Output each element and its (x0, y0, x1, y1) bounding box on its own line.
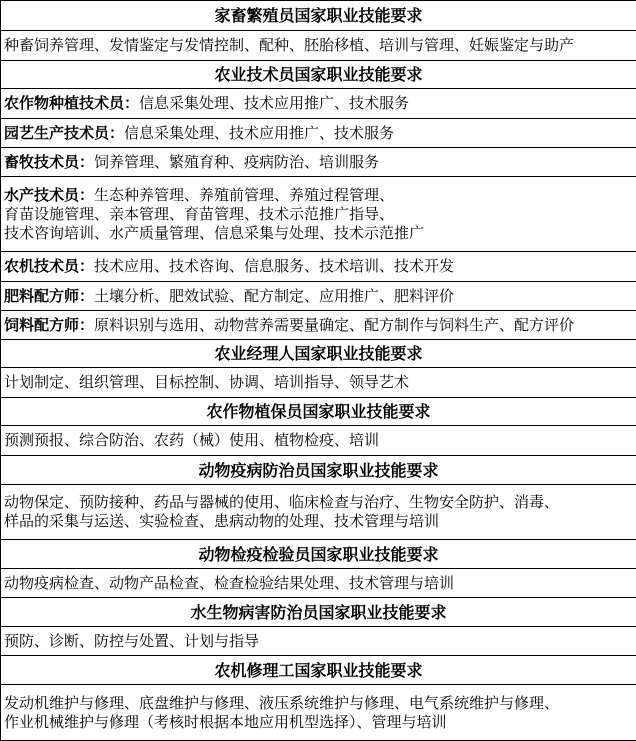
section-title: 农机修理工国家职业技能要求 (1, 656, 636, 685)
role-row (1, 282, 636, 311)
section-title: 农业经理人国家职业技能要求 (1, 340, 636, 368)
content-line: 作业机械维护与修理（考核时根据本地应用机型选择）、管理与培训 (4, 713, 447, 731)
section-content: 预测预报、综合防治、农药（械）使用、植物检疫、培训 (1, 426, 636, 456)
role-label: 农作物种植技术员： (4, 94, 139, 112)
section-content: 计划制定、组织管理、目标控制、协调、培训指导、领导艺术 (1, 368, 636, 398)
role-duties: 土壤分析、肥效试验、配方制定、应用推广、肥料评价 (94, 287, 454, 305)
section-title: 农作物植保员国家职业技能要求 (1, 398, 636, 426)
role-label: 畜牧技术员： (4, 153, 94, 171)
content-line: 样品的采集与运送、实验检查、患病动物的处理、技术管理与培训 (4, 512, 439, 530)
section-title: 水生物病害防治员国家职业技能要求 (1, 598, 636, 627)
role-label: 肥料配方师： (4, 287, 94, 305)
section-content (1, 485, 636, 540)
role-label: 园艺生产技术员： (4, 124, 124, 142)
role-duties: 饲养管理、繁殖育种、疫病防治、培训服务 (94, 153, 379, 171)
section-title: 家畜繁殖员国家职业技能要求 (1, 1, 636, 31)
role-label: 水产技术员： (4, 186, 94, 204)
section-title: 动物检疫检验员国家职业技能要求 (1, 540, 636, 569)
section-title: 动物疫病防治员国家职业技能要求 (1, 456, 636, 485)
content-line: 发动机维护与修理、底盘维护与修理、液压系统维护与修理、电气系统维护与修理、 (4, 694, 559, 712)
role-duties-line: 育苗设施管理、亲本管理、育苗管理、技术示范推广指导、 (4, 205, 394, 223)
role-row (1, 148, 636, 177)
role-duties: 生态种养管理、养殖前管理、养殖过程管理、 (94, 186, 394, 204)
section-content: 预防、诊断、防控与处置、计划与指导 (1, 627, 636, 656)
role-row (1, 89, 636, 119)
section-content: 动物疫病检查、动物产品检查、检查检验结果处理、技术管理与培训 (1, 569, 636, 598)
role-row (1, 311, 636, 340)
role-duties: 信息采集处理、技术应用推广、技术服务 (139, 94, 409, 112)
section-content (1, 685, 636, 741)
role-row (1, 177, 636, 252)
role-label: 饲料配方师： (4, 316, 94, 334)
role-row (1, 119, 636, 148)
role-duties-line: 技术咨询培训、水产质量管理、信息采集与处理、技术示范推广 (4, 224, 424, 242)
role-duties: 原料识别与选用、动物营养需要量确定、配方制作与饲料生产、配方评价 (94, 316, 574, 334)
role-duties: 信息采集处理、技术应用推广、技术服务 (124, 124, 394, 142)
role-duties: 技术应用、技术咨询、信息服务、技术培训、技术开发 (94, 257, 454, 275)
section-content: 种畜饲养管理、发情鉴定与发情控制、配种、胚胎移植、培训与管理、妊娠鉴定与助产 (1, 31, 636, 61)
role-label: 农机技术员： (4, 257, 94, 275)
section-title: 农业技术员国家职业技能要求 (1, 61, 636, 89)
role-row (1, 252, 636, 282)
content-line: 动物保定、预防接种、药品与器械的使用、临床检查与治疗、生物安全防护、消毒、 (4, 493, 559, 511)
